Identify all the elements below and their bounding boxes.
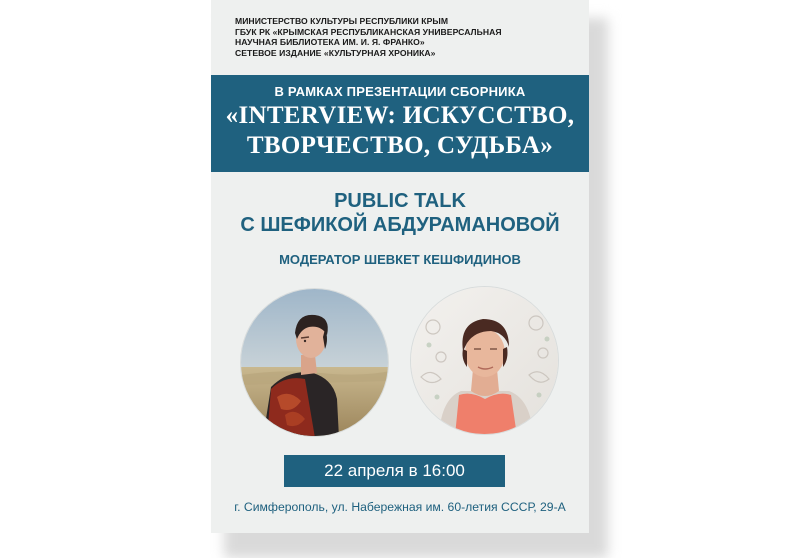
event-heading-line-2: С ШЕФИКОЙ АБДУРАМАНОВОЙ <box>240 214 560 236</box>
moderator-line: МОДЕРАТОР ШЕВКЕТ КЕШФИДИНОВ <box>279 252 521 267</box>
date-time-badge: 22 апреля в 16:00 <box>284 455 505 487</box>
organizer-line: НАУЧНАЯ БИБЛИОТЕКА ИМ. И. Я. ФРАНКО» <box>235 37 425 48</box>
guest-portrait <box>410 286 559 435</box>
guest-portrait-image <box>411 287 559 435</box>
collection-title-line-1: «INTERVIEW: ИСКУССТВО, <box>225 102 575 129</box>
event-poster <box>211 0 589 533</box>
organizer-line: МИНИСТЕРСТВО КУЛЬТУРЫ РЕСПУБЛИКИ КРЫМ <box>235 16 449 26</box>
organizer-line: ГБУК РК «КРЫМСКАЯ РЕСПУБЛИКАНСКАЯ УНИВЕРСАЛЬНАЯ <box>235 26 502 37</box>
organizer-line: СЕТЕВОЕ ИЗДАНИЕ «КУЛЬТУРНАЯ ХРОНИКА» <box>235 47 436 58</box>
organizers-block <box>235 16 502 58</box>
banner-intro: В РАМКАХ ПРЕЗЕНТАЦИИ СБОРНИКА <box>274 84 526 99</box>
moderator-portrait <box>240 288 389 437</box>
venue-address: г. Симферополь, ул. Набережная им. 60-летия СССР, 29-А <box>234 500 566 514</box>
title-banner <box>211 75 589 172</box>
moderator-portrait-image <box>241 289 389 437</box>
collection-title-line-2: ТВОРЧЕСТВО, СУДЬБА» <box>246 132 554 159</box>
event-heading-line-1: PUBLIC TALK <box>334 190 466 212</box>
